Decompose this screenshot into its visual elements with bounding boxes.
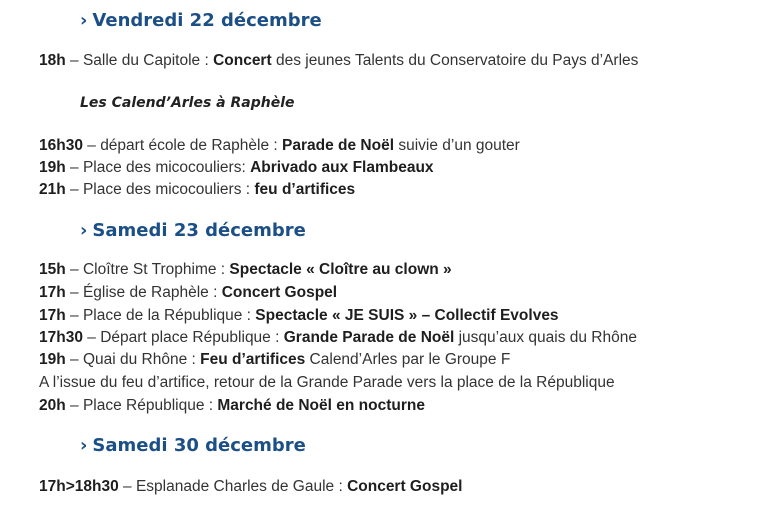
event-line: 20h – Place République : Marché de Noël en nocturne xyxy=(39,397,425,414)
event-note: A l’issue du feu d’artifice, retour de la Grande Parade vers la place de la République xyxy=(39,374,615,391)
day-heading-23-december: › Samedi 23 décembre xyxy=(80,220,306,241)
event-line: 19h – Place des micocouliers: Abrivado aux Flambeaux xyxy=(39,159,434,176)
event-line: 17h – Église de Raphèle : Concert Gospel xyxy=(39,284,338,301)
chevron-right-icon: › xyxy=(80,435,88,456)
event-line: 15h – Cloître St Trophime : Spectacle « Cloître au clown » xyxy=(39,261,452,278)
event-line: 19h – Quai du Rhône : Feu d’artifices Calend’Arles par le Groupe F xyxy=(39,351,511,368)
event-line: 16h30 – départ école de Raphèle : Parade de Noël suivie d’un gouter xyxy=(39,137,520,154)
day-heading-22-december: › Vendredi 22 décembre xyxy=(80,10,322,31)
chevron-right-icon: › xyxy=(80,220,88,241)
event-line: 18h – Salle du Capitole : Concert des jeunes Talents du Conservatoire du Pays d’Arles xyxy=(39,52,639,69)
event-line: 17h30 – Départ place République : Grande Parade de Noël jusqu’aux quais du Rhône xyxy=(39,329,637,346)
event-line: 21h – Place des micocouliers : feu d’artifices xyxy=(39,181,356,198)
event-line: 17h>18h30 – Esplanade Charles de Gaule : Concert Gospel xyxy=(39,478,463,495)
event-line: 17h – Place de la République : Spectacle « JE SUIS » – Collectif Evolves xyxy=(39,307,559,324)
day-heading-30-december: › Samedi 30 décembre xyxy=(80,435,306,456)
raphele-subheading: Les Calend’Arles à Raphèle xyxy=(80,95,295,111)
chevron-right-icon: › xyxy=(80,10,88,31)
